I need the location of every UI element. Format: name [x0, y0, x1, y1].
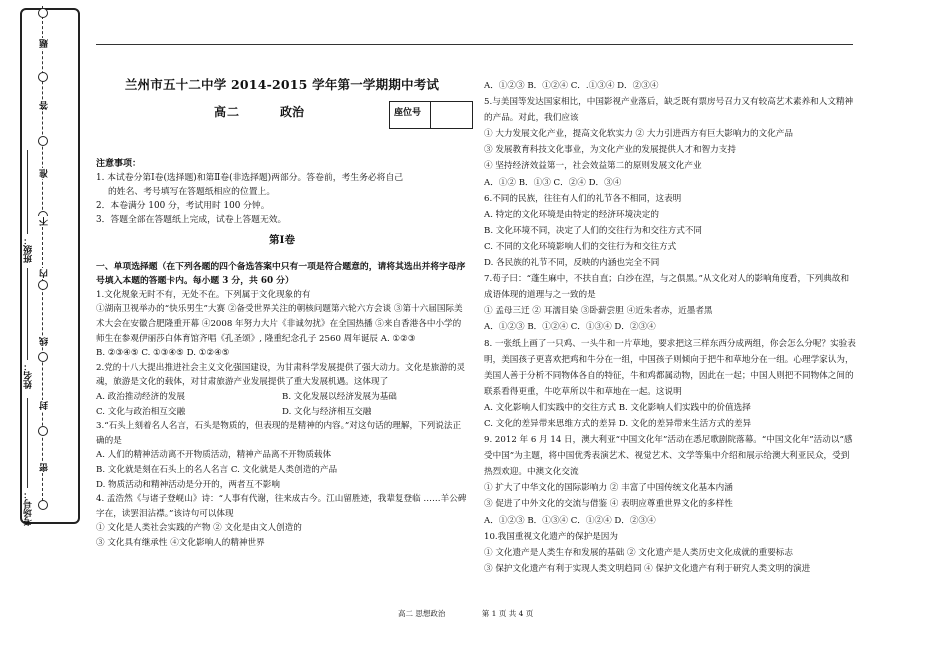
section-heading: 一、单项选择题（在下列各题的四个备选答案中只有一项是符合题意的，请将其选出并将字母序号填入本题的答题卡内。每小题 3 分，共 60 分）	[96, 261, 466, 286]
class-field-line[interactable]	[27, 150, 28, 234]
question-3-option: D. 物质活动和精神活动是分开的，两者互不影响	[96, 479, 280, 490]
seal-char: 内	[40, 269, 50, 278]
notice-item: 3．答题全部在答题纸上完成，试卷上答题无效。	[96, 215, 287, 226]
question-2-option: B. 文化发展以经济发展为基础	[282, 391, 397, 402]
name-field-line[interactable]	[27, 268, 28, 360]
seal-char: 封	[40, 401, 50, 410]
seal-char: 准	[40, 169, 50, 178]
question-line: ③ 发展教育科技文化事业，为文化产业的发展提供人才和智力支持	[484, 145, 736, 156]
question-line: A．①②③ B．①②④ C．①③④ D．②③④	[484, 322, 656, 333]
question-3-option: A. 人们的精神活动离不开物质活动，精神产品离不开物质载体	[96, 450, 332, 461]
question-line: A．①②③ B．①③④ C．①②④ D．②③④	[484, 515, 656, 526]
question-line: 7.荀子曰：“蓬生麻中，不扶自直；白沙在涅，与之俱黑。”从文化对人的影响角度看，下列典故和成语体现的道理与之一致的是	[484, 274, 850, 301]
grade-label: 高二	[214, 104, 241, 119]
question-2-option: D. 文化与经济相互交融	[282, 406, 372, 417]
notice-heading: 注意事项：	[96, 158, 142, 169]
subject-label: 政治	[280, 104, 305, 119]
question-line: C. 文化的差异带来思维方式的差异 D. 文化的差异带来生活方式的差异	[484, 418, 752, 429]
part-heading: 第Ⅰ卷	[269, 234, 295, 247]
question-2-option: C. 文化与政治相互交融	[96, 406, 186, 417]
question-line: 8. 一张纸上画了一只鸡、一头牛和一片草地，要求把这三样东西分成两组，你会怎么分呢？实验表明，美国孩子更喜欢把鸡和牛分在一组，中国孩子则倾向于把牛和草地分在一组。心理学家认为，美国人善于分析不同物体各自的特征，牛和鸡都属动物，因此在一起；中国人则把不同物体之间的联系看得更重，牛吃草所以牛和草地在一起。这说明	[484, 338, 856, 397]
name-field-label: 姓名：	[24, 362, 34, 389]
question-line: ③ 促进了中外文化的交流与借鉴 ④ 表明应尊重世界文化的多样性	[484, 499, 733, 510]
question-1-items: ①湖南卫视举办的“快乐男生”大赛 ②备受世界关注的朝核问题第六轮六方会谈 ③第十六届国际美术大会在安徽合肥隆重开幕 ④2008 年努力大片《非诚勿扰》在全国热播 ⑤来自香港各中小学的师生在参观伊丽莎白体育馆齐唱《孔圣颂》, 隆重纪念孔子 2560 周年诞辰 A. ①②③	[96, 304, 463, 344]
question-line: B. 文化环境不同，决定了人们的交往行为和交往方式不同	[484, 225, 703, 236]
seal-line	[36, 6, 50, 506]
question-3-stem: 3.“石头上刻着名人名言，石头是物质的，但表现的是精神的内容。”对这句话的理解，下列说法正确的是	[96, 421, 462, 446]
notice-item: 的姓名、考号填写在答题纸相应的位置上。	[108, 187, 276, 198]
question-1-options: B. ②③④⑤ C. ①③④⑤ D. ①②④⑤	[96, 348, 230, 359]
question-line: A．①②③ B．①②④ C．.①③④ D．②③④	[484, 81, 659, 91]
exam-title: 兰州市五十二中学 2014-2015 学年第一学期期中考试	[124, 77, 440, 92]
question-2-option: A. 政治推动经济的发展	[96, 391, 186, 402]
question-line: 9. 2012 年 6 月 14 日，澳大利亚“中国文化年”活动在悉尼歌剧院落幕。“中国文化年”活动以“感受中国”为主题，将中国优秀表演艺术、视觉艺术、文学等集中介绍和展示给澳大利亚民众，受到热烈欢迎。中澳文化交流	[484, 435, 853, 478]
notice-item: 2．本卷满分 100 分，考试用时 100 分钟。	[96, 201, 270, 212]
binding-margin-frame	[20, 8, 80, 524]
question-line: ① 扩大了中华文化的国际影响力 ② 丰富了中国传统文化基本内涵	[484, 483, 733, 494]
seal-char: 不	[40, 217, 50, 226]
question-line: 10.我国重视文化遗产的保护是因为	[484, 531, 618, 542]
exam-room-field-line[interactable]	[27, 398, 28, 488]
question-line: ① 文化遗产是人类生存和发展的基础 ② 文化遗产是人类历史文化成就的重要标志	[484, 547, 793, 558]
question-2-stem: 2.党的十八大提出推进社会主义文化强国建设，为甘肃科学发展提供了强大动力。文化是旅游的灵魂，旅游是文化的载体，对甘肃旅游产业发展提供了重大发展机遇。这体现了	[96, 362, 466, 388]
question-line: ③ 保护文化遗产有利于实现人类文明趋同 ④ 保护文化遗产有利于研究人类文明的演进	[484, 563, 811, 574]
question-line: ① 孟母三迁 ② 耳濡目染 ③卧薪尝胆 ④近朱者赤，近墨者黑	[484, 306, 713, 317]
seat-number-label: 座位号	[394, 107, 422, 118]
question-4-stem: 4. 孟浩然《与诸子登岘山》诗：“人事有代谢，往来成古今。江山留胜迹，我辈复登临 ……羊公碑字在，读罢泪沾襟。”该诗句可以体现	[96, 494, 467, 519]
seat-number-box[interactable]	[389, 101, 473, 129]
header-rule	[96, 44, 853, 45]
left-column	[96, 70, 468, 550]
question-line: A．①② B．①③ C．②④ D．③④	[484, 177, 622, 188]
question-line: D. 各民族的礼节不同，反映的内涵也完全不同	[484, 258, 660, 269]
question-4-items: ① 文化是人类社会实践的产物 ② 文化是由文人创造的	[96, 523, 302, 534]
seal-char: 密	[40, 463, 50, 472]
page-number: 第 1 页 共 4 页	[481, 609, 534, 618]
exam-room-field-label: 考场号：	[24, 490, 34, 526]
notice-item: 1. 本试卷分第Ⅰ卷(选择题)和第Ⅱ卷(非选择题)两部分。答卷前，考生务必将自己	[96, 173, 404, 184]
right-column	[484, 78, 856, 577]
question-line: 6.不同的民族，往往有人们的礼节各不相同，这表明	[484, 193, 682, 204]
question-line: ④ 坚持经济效益第一，社会效益第二的原则发展文化产业	[484, 161, 702, 172]
question-line: A. 特定的文化环境是由特定的经济环境决定的	[484, 209, 659, 220]
notice-list	[96, 171, 468, 227]
question-line: C. 不同的文化环境影响人们的交往行为和交往方式	[484, 241, 677, 252]
question-line: ① 大力发展文化产业，提高文化软实力 ② 大力引进西方有巨大影响力的文化产品	[484, 129, 793, 140]
question-4-items: ③ 文化具有继承性 ④文化影响人的精神世界	[96, 537, 265, 548]
question-line: A. 文化影响人们实践中的交往方式 B. 文化影响人们实践中的价值选择	[484, 402, 751, 413]
page-footer	[398, 608, 567, 619]
class-field-label: 班级：	[24, 236, 34, 263]
footer-subject: 高二 思想政治	[398, 609, 446, 618]
question-line: 5.与美国等发达国家相比，中国影视产业落后，缺乏既有票房号召力又有较高艺术素养和人文精神的产品。对此，我们应该	[484, 97, 854, 124]
seal-char: 答	[40, 101, 50, 110]
seal-char: 线	[40, 337, 50, 346]
question-3-option: B. 文化就是刻在石头上的名人名言 C. 文化就是人类创造的产品	[96, 464, 338, 475]
seal-char: 题	[40, 39, 50, 48]
question-1-stem: 1.文化规象无时不有，无处不在。下列属于文化现象的有	[96, 289, 311, 300]
